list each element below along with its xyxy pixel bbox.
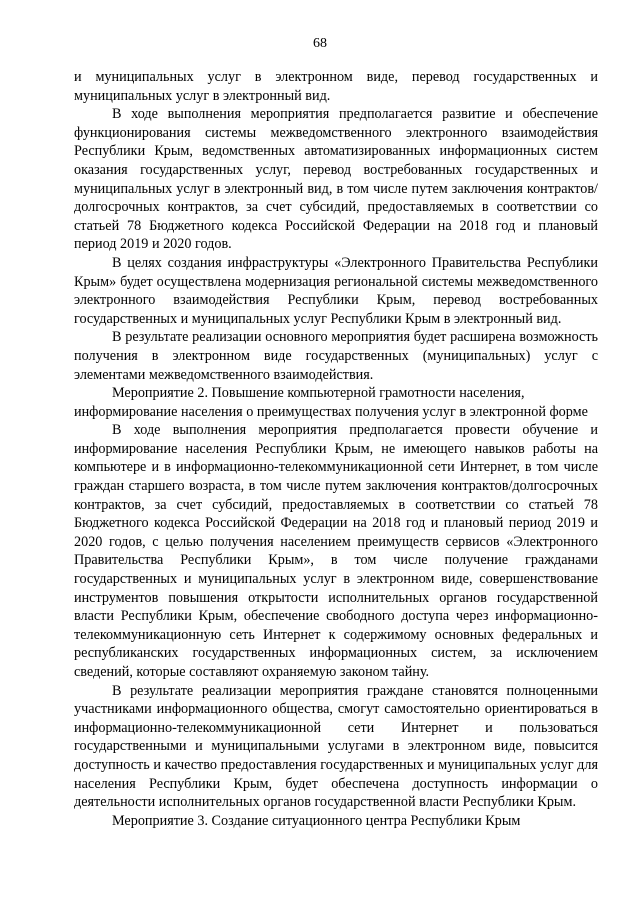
document-body [74,68,598,830]
paragraph-activity-1-description: В ходе выполнения мероприятия предполагается развитие и обеспечение функционирования системы межведомственного электронного взаимодействия Республики Крым, ведомственных автоматизированных информационных систем оказания государственных услуг, перевод востребованных государственных и муниципальных услуг в электронный вид, в том числе путем заключения контрактов/долгосрочных контрактов, за счет субсидий, предоставляемых в соответствии со статьей 78 Бюджетного кодекса Российской Федерации на 2018 год и плановый период 2019 и 2020 годов. [74,106,598,253]
page-number: 68 [313,36,327,51]
heading-activity-2: Мероприятие 2. Повышение компьютерной грамотности населения, информирование населения о преимуществах получения услуг в электронной форме [74,385,588,420]
paragraph-activity-2-description: В ходе выполнения мероприятия предполагается провести обучение и информирование населения Республики Крым, не имеющего навыков работы на компьютере и в информационно-телекоммуникационной сети Интернет, в том числе граждан старшего возраста, в том числе путем заключения контрактов/долгосрочных контрактов, за счет субсидий, предоставляемых в соответствии со статьей 78 Бюджетного кодекса Российской Федерации на 2018 год и плановый период 2019 и 2020 годов, с целью получения населением преимуществ сервисов «Электронного Правительства Республики Крым», в том числе получение гражданами государственных и муниципальных услуг в электронном виде, совершенствование инструментов повышения открытости исполнительных органов государственной власти Республики Крым, обеспечение свободного доступа через информационно-телекоммуникационную сеть Интернет к содержимому основных федеральных и республиканских государственных информационных систем, за исключением сведений, которые составляют охраняемую законом тайну. [74,422,598,680]
paragraph-continuation: и муниципальных услуг в электронном виде, перевод государственных и муниципальных услуг в электронный вид. [74,69,598,104]
paragraph-infrastructure: В целях создания инфраструктуры «Электронного Правительства Республики Крым» будет осуществлена модернизация региональной системы межведомственного электронного взаимодействия Республики Крым, перевод востребованных государственных и муниципальных услуг Республики Крым в электронный вид. [74,254,598,327]
heading-activity-3: Мероприятие 3. Создание ситуационного центра Республики Крым [112,812,521,829]
paragraph-activity-1-result: В результате реализации основного мероприятия будет расширена возможность получения в электронном виде государственных (муниципальных) услуг с элементами межведомственного взаимодействия. [74,329,598,383]
paragraph-activity-2-result: В результате реализации мероприятия граждане становятся полноценными участниками информационного общества, смогут самостоятельно ориентироваться в информационно-телекоммуникационной сети Интернет и пользоваться государственными и муниципальными услугами в электронном виде, повысится доступность и качество предоставления государственных и муниципальных услуг для населения Республики Крым, будет обеспечена доступность информации о деятельности исполнительных органов государственной власти Республики Крым. [74,682,598,811]
